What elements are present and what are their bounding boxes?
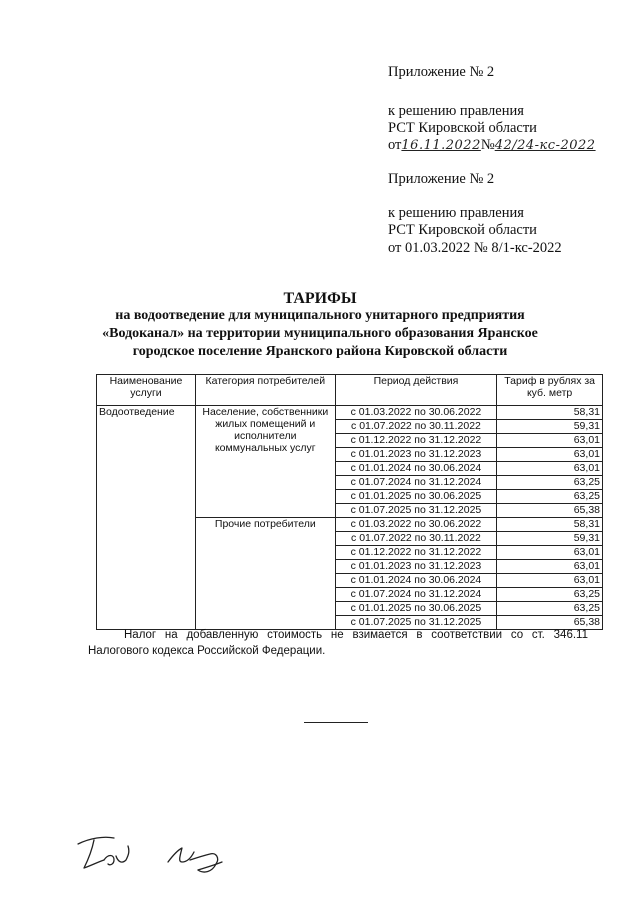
title-line-2: «Водоканал» на территории муниципального образования Яранское [102,326,538,341]
tariff-cell: 59,31 [497,532,603,546]
tariff-cell: 58,31 [497,518,603,532]
period-cell: с 01.01.2024 по 30.06.2024 [335,462,497,476]
appendix-authority-line: РСТ Кировской области [388,120,537,136]
tariff-cell: 63,01 [497,574,603,588]
document-title: ТАРИФЫ [283,290,357,307]
tariff-cell: 63,01 [497,448,603,462]
header-service: Наименование услуги [97,375,196,406]
title-line-1: на водоотведение для муниципального унитарного предприятия [115,308,525,323]
period-cell: с 01.01.2025 по 30.06.2025 [335,602,497,616]
appendix-prev-decision-line: к решению правления [388,205,524,221]
period-cell: с 01.07.2022 по 30.11.2022 [335,420,497,434]
tariff-cell: 63,25 [497,476,603,490]
category-cell-others: Прочие потребители [195,518,335,630]
table-header-row [97,375,603,406]
period-cell: с 01.12.2022 по 31.12.2022 [335,434,497,448]
appendix-prev-date-line: от 01.03.2022 № 8/1-кс-2022 [388,240,562,256]
handwritten-number: 42/24-кс-2022 [494,138,596,153]
service-cell: Водоотведение [97,406,196,630]
date-prefix: от [388,137,402,153]
handwritten-date: 16.11.2022 [401,138,481,153]
appendix-prev-label: Приложение № 2 [388,171,495,187]
period-cell: с 01.01.2023 по 31.12.2023 [335,560,497,574]
tariff-cell: 63,01 [497,546,603,560]
tariff-cell: 59,31 [497,420,603,434]
tariff-cell: 63,01 [497,434,603,448]
tariff-cell: 63,25 [497,490,603,504]
tariff-cell: 63,25 [497,588,603,602]
table-row [97,406,603,420]
period-cell: с 01.07.2024 по 31.12.2024 [335,476,497,490]
closing-divider [304,722,368,723]
tariff-cell: 65,38 [497,504,603,518]
period-cell: с 01.01.2025 по 30.06.2025 [335,490,497,504]
handwritten-initials-icon [70,832,240,878]
tariff-cell: 65,38 [497,616,603,630]
vat-note-line-1: Налог на добавленную стоимость не взимается в соответствии со ст. 346.11 [124,629,588,641]
header-period: Период действия [335,375,497,406]
category-cell-population: Население, собственники жилых помещений и исполнители коммунальных услуг [195,406,335,518]
period-cell: с 01.01.2023 по 31.12.2023 [335,448,497,462]
tariff-cell: 63,25 [497,602,603,616]
period-cell: с 01.01.2024 по 30.06.2024 [335,574,497,588]
tariff-cell: 63,01 [497,560,603,574]
tariff-table [96,374,603,630]
period-cell: с 01.03.2022 по 30.06.2022 [335,406,497,420]
period-cell: с 01.07.2022 по 30.11.2022 [335,532,497,546]
appendix-decision-line: к решению правления [388,103,524,119]
period-cell: с 01.12.2022 по 31.12.2022 [335,546,497,560]
period-cell: с 01.07.2025 по 31.12.2025 [335,504,497,518]
tariff-cell: 58,31 [497,406,603,420]
appendix-prev-authority-line: РСТ Кировской области [388,222,537,238]
period-cell: с 01.07.2025 по 31.12.2025 [335,616,497,630]
vat-note-line-2: Налогового кодекса Российской Федерации. [88,645,326,657]
title-line-3: городское поселение Яранского района Кировской области [132,344,508,359]
period-cell: с 01.03.2022 по 30.06.2022 [335,518,497,532]
header-category: Категория потребителей [195,375,335,406]
appendix-date-line [388,137,596,154]
tariff-cell: 63,01 [497,462,603,476]
number-sign: № [480,137,495,153]
header-tariff: Тариф в рублях за куб. метр [497,375,603,406]
appendix-label: Приложение № 2 [388,64,495,80]
period-cell: с 01.07.2024 по 31.12.2024 [335,588,497,602]
